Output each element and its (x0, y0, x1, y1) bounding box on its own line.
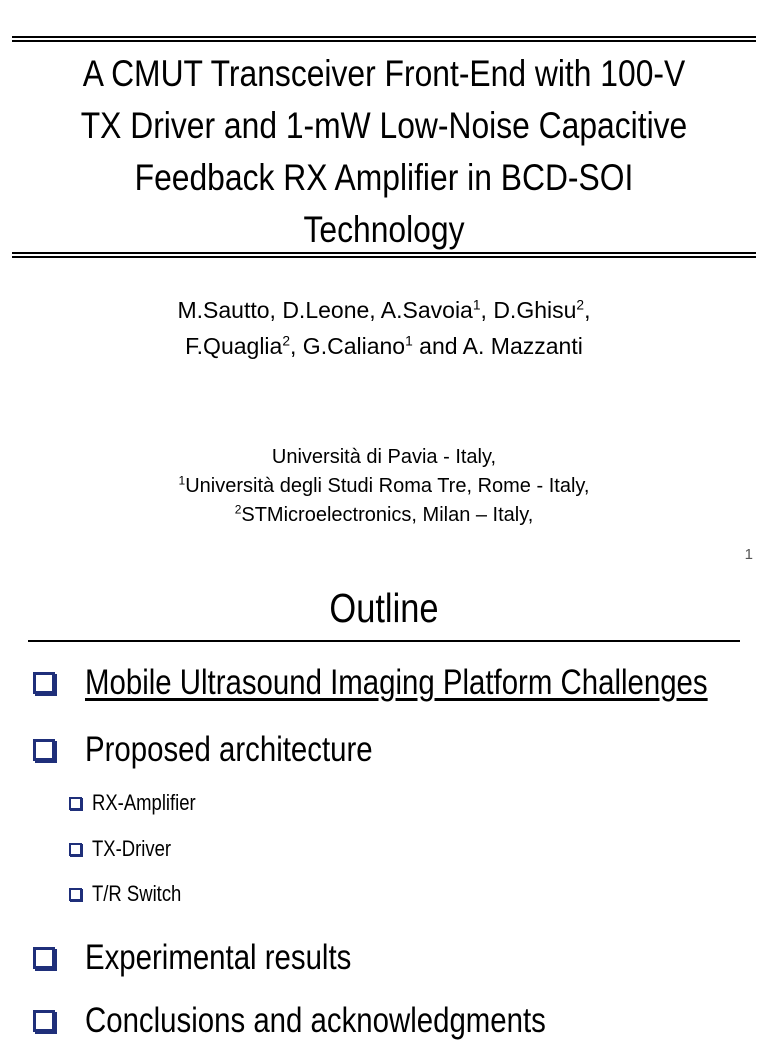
outline-subitem-label: TX-Driver (92, 836, 172, 861)
outline-item-label: Proposed architecture (85, 730, 373, 769)
slide-title (54, 48, 714, 256)
page-number: 1 (744, 546, 753, 563)
title-top-rule (12, 36, 756, 42)
title-line: Feedback RX Amplifier in BCD-SOI (134, 157, 634, 198)
checkbox-bullet-icon (69, 797, 82, 810)
outline-subitem-label: RX-Amplifier (92, 790, 196, 815)
title-line: Technology (303, 209, 465, 250)
outline-subitem (0, 834, 768, 864)
outline-item-label: Mobile Ultrasound Imaging Platform Challenges (85, 663, 708, 702)
outline-item (0, 998, 768, 1044)
affiliations (0, 443, 768, 530)
affiliation-st: $^2$STMicroelectronics, Milan – Italy, (234, 502, 534, 526)
outline-item-label: Conclusions and acknowledgments (85, 1001, 546, 1040)
checkbox-bullet-icon (33, 672, 55, 694)
outline-subitem (0, 879, 768, 909)
authors-line-2: F.Quaglia$^2$, G.Caliano$^1$ and A. Mazzanti (185, 333, 583, 359)
authors (0, 292, 768, 364)
outline-item (0, 727, 768, 773)
outline-rule (28, 640, 740, 642)
title-line: A CMUT Transceiver Front-End with 100-V (82, 53, 686, 94)
affiliation-roma: $^1$Università degli Studi Roma Tre, Rome - Italy, (178, 473, 590, 497)
outline-item (0, 660, 768, 706)
title-bottom-rule (12, 252, 756, 258)
outline-title: Outline (329, 585, 439, 631)
checkbox-bullet-icon (33, 1010, 55, 1032)
affiliation-pavia: Università di Pavia - Italy, (271, 446, 497, 468)
outline-subitem (0, 788, 768, 818)
outline-subitem-label: T/R Switch (92, 881, 182, 906)
title-line: TX Driver and 1-mW Low-Noise Capacitive (80, 105, 688, 146)
outline-item-label: Experimental results (85, 938, 352, 977)
checkbox-bullet-icon (33, 947, 55, 969)
checkbox-bullet-icon (69, 843, 82, 856)
checkbox-bullet-icon (69, 888, 82, 901)
checkbox-bullet-icon (33, 739, 55, 761)
authors-line-1: M.Sautto, D.Leone, A.Savoia$^1$, D.Ghisu$^2$, (177, 297, 591, 323)
outline-item (0, 935, 768, 981)
